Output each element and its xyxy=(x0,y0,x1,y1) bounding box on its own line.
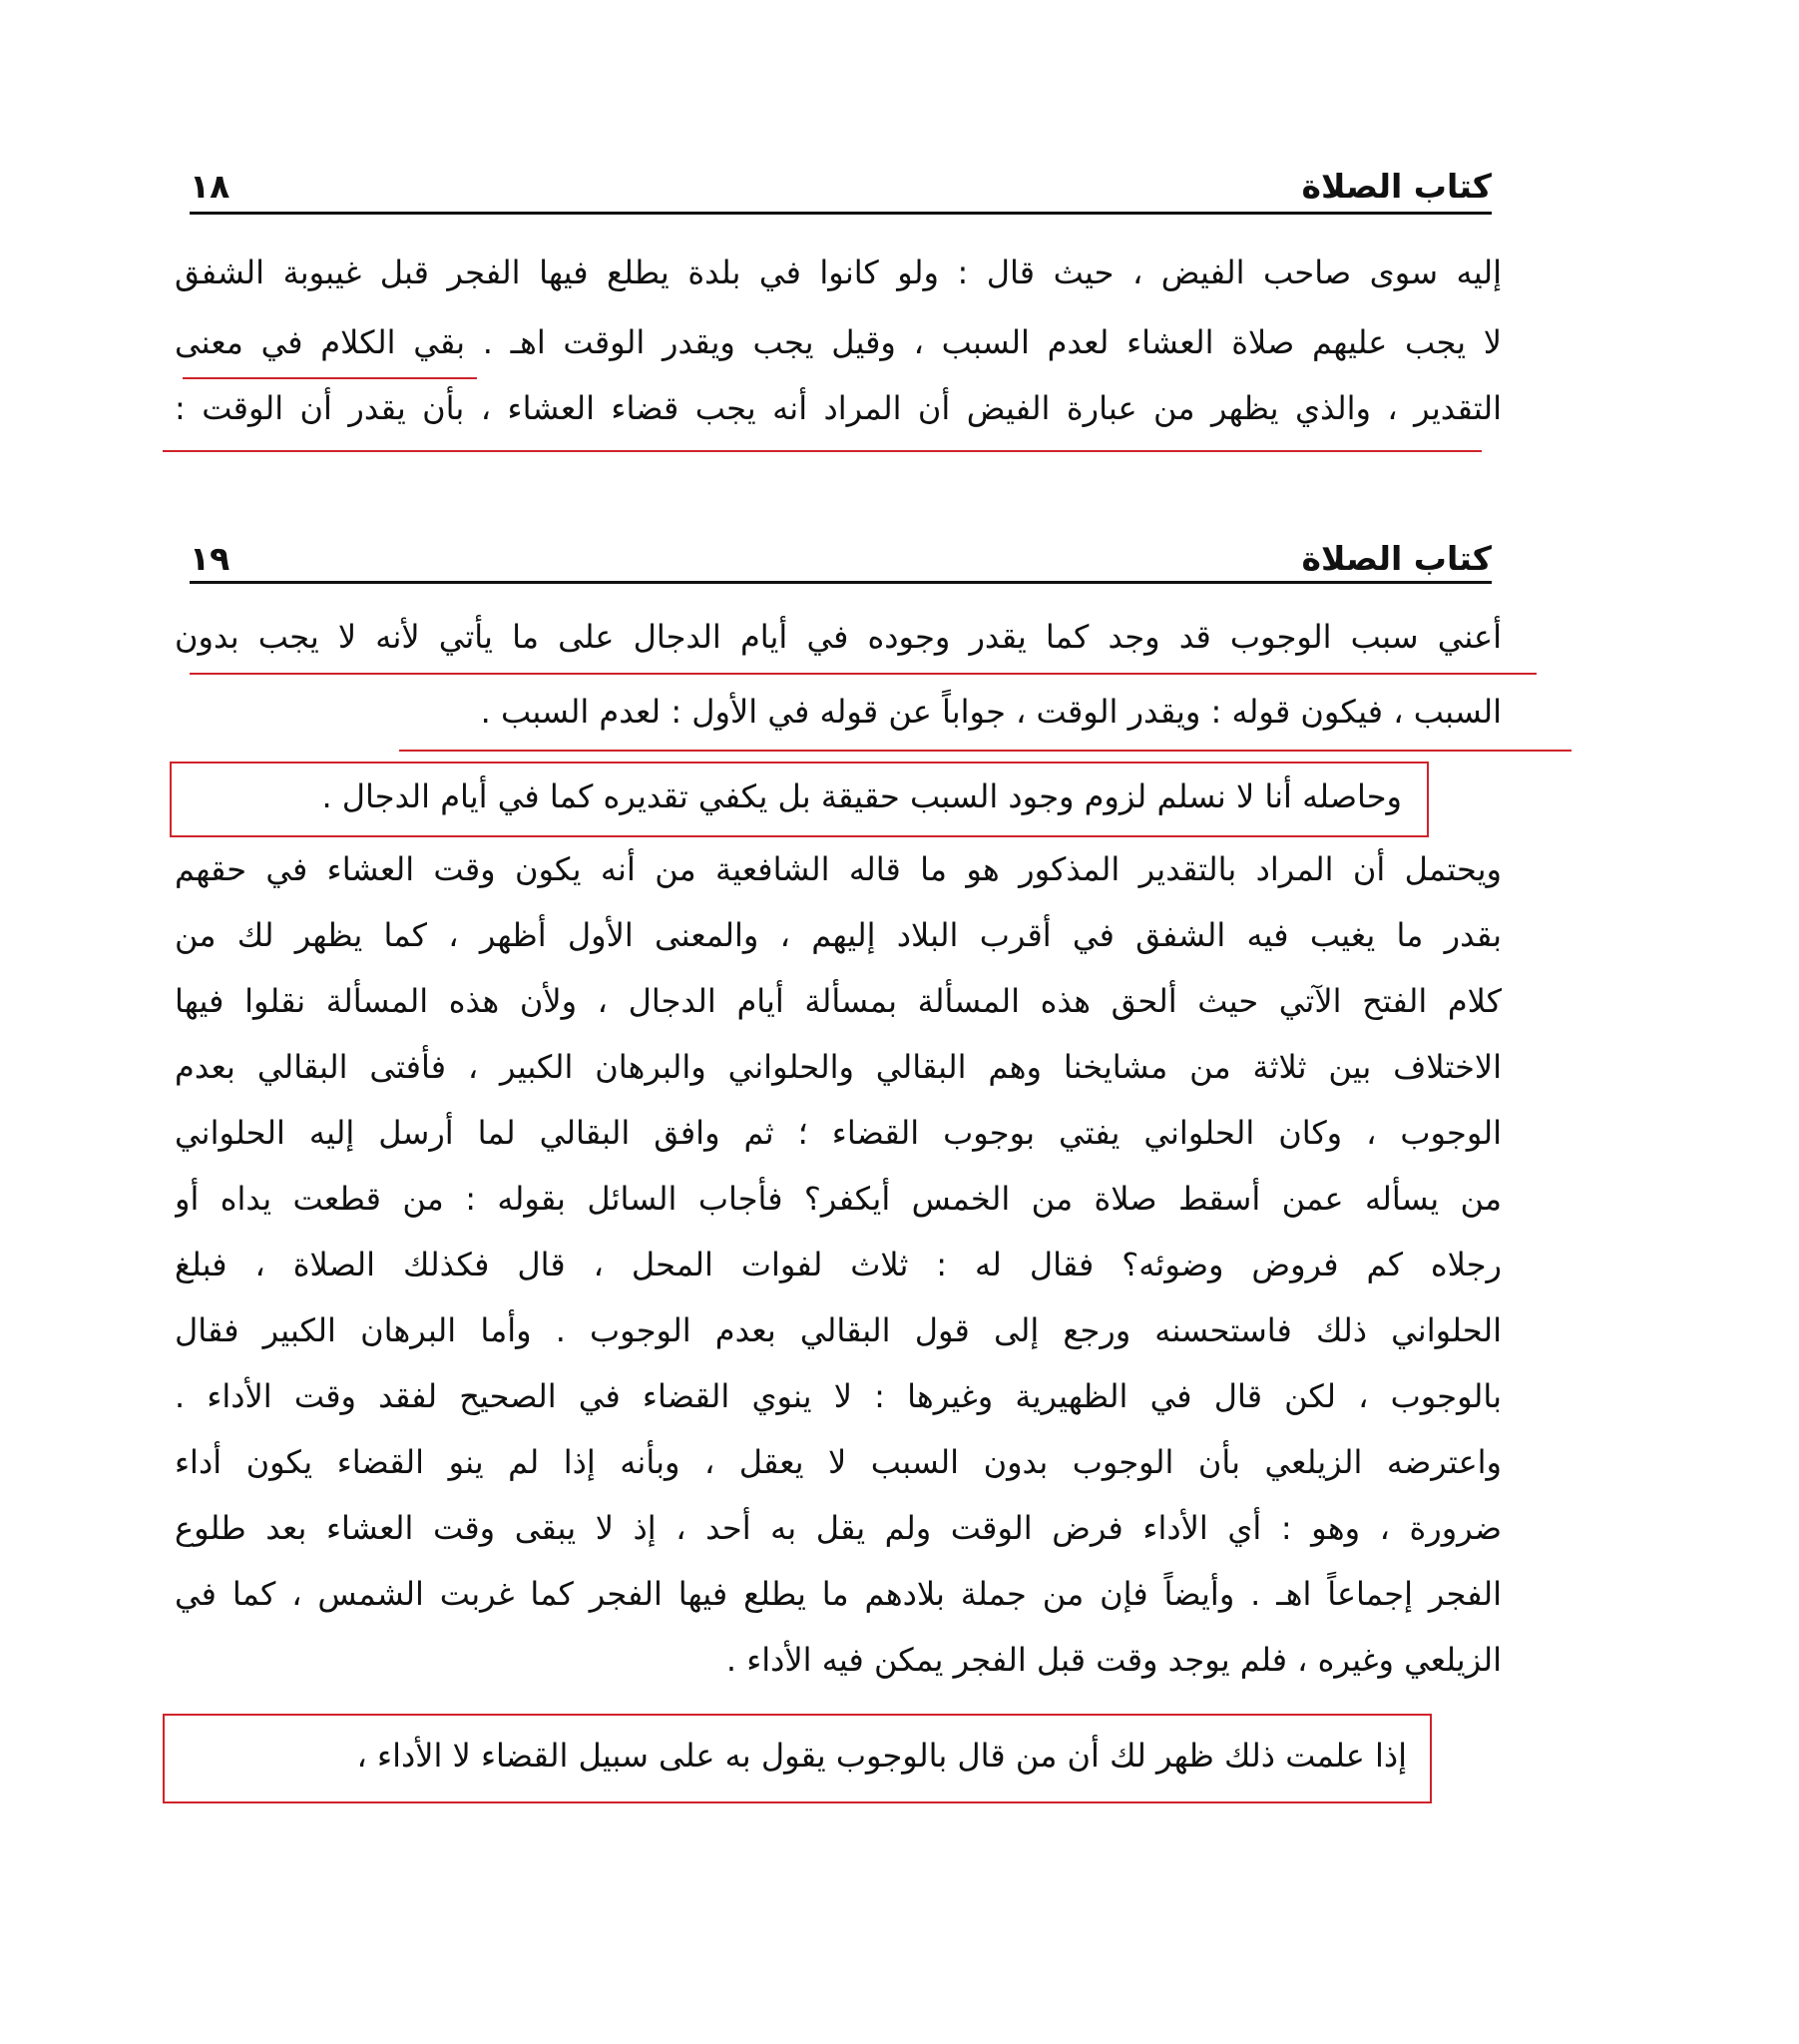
text-line: واعترضه الزيلعي بأن الوجوب بدون السبب لا يعقل ، وبأنه إذا لم ينو القضاء يكون أداء xyxy=(175,1443,1502,1481)
page-19-header xyxy=(190,522,1492,578)
text-line: الوجوب ، وكان الحلواني يفتي بوجوب القضاء ؛ ثم وافق البقالي لما أرسل إليه الحلواني xyxy=(175,1114,1502,1152)
text-line: لا يجب عليهم صلاة العشاء لعدم السبب ، وقيل يجب ويقدر الوقت اهـ . بقي الكلام في معنى xyxy=(175,323,1502,361)
text-line: بالوجوب ، لكن قال في الظهيرية وغيرها : لا ينوي القضاء في الصحيح لفقد وقت الأداء . xyxy=(175,1377,1502,1415)
text-line: ويحتمل أن المراد بالتقدير المذكور هو ما قاله الشافعية من أنه يكون وقت العشاء في حقهم xyxy=(175,850,1502,888)
red-underline xyxy=(183,377,477,379)
red-underline xyxy=(190,673,1537,675)
text-line: الاختلاف بين ثلاثة من مشايخنا وهم البقالي والحلواني والبرهان الكبير ، فأفتى البقالي بعدم xyxy=(175,1048,1502,1086)
text-line: إذا علمت ذلك ظهر لك أن من قال بالوجوب يقول به على سبيل القضاء لا الأداء ، xyxy=(356,1737,1407,1775)
page-18-header xyxy=(190,150,1492,206)
text-line: من يسأله عمن أسقط صلاة من الخمس أيكفر؟ فأجاب السائل بقوله : من قطعت يداه أو xyxy=(175,1180,1502,1218)
text-line: أعني سبب الوجوب قد وجد كما يقدر وجوده في أيام الدجال على ما يأتي لأنه لا يجب بدون xyxy=(175,618,1502,656)
header-rule xyxy=(190,581,1492,584)
running-title: كتاب الصلاة xyxy=(1301,167,1492,206)
red-underline xyxy=(163,450,1482,452)
text-line: الزيلعي وغيره ، فلم يوجد وقت قبل الفجر يمكن فيه الأداء . xyxy=(725,1641,1502,1679)
page-number: ١٩ xyxy=(190,539,230,578)
text-line: التقدير ، والذي يظهر من عبارة الفيض أن المراد أنه يجب قضاء العشاء ، بأن يقدر أن الوقت : xyxy=(175,389,1502,427)
text-line: كلام الفتح الآتي حيث ألحق هذه المسألة بمسألة أيام الدجال ، ولأن هذه المسألة نقلوا فيها xyxy=(175,982,1502,1020)
running-title: كتاب الصلاة xyxy=(1301,539,1492,578)
red-underline xyxy=(399,750,1572,752)
text-line: رجلاه كم فروض وضوئه؟ فقال له : ثلاث لفوات المحل ، قال فكذلك الصلاة ، فبلغ xyxy=(175,1246,1502,1283)
page-number: ١٨ xyxy=(190,167,230,206)
text-line: الفجر إجماعاً اهـ . وأيضاً فإن من جملة بلادهم ما يطلع فيها الفجر كما غربت الشمس ، كما في xyxy=(175,1575,1502,1613)
text-line: ضرورة ، وهو : أي الأداء فرض الوقت ولم يقل به أحد ، إذ لا يبقى وقت العشاء بعد طلوع xyxy=(175,1509,1502,1547)
text-line: الحلواني ذلك فاستحسنه ورجع إلى قول البقالي بعدم الوجوب . وأما البرهان الكبير فقال xyxy=(175,1311,1502,1349)
text-line: السبب ، فيكون قوله : ويقدر الوقت ، جواباً عن قوله في الأول : لعدم السبب . xyxy=(480,693,1502,731)
text-line: بقدر ما يغيب فيه الشفق في أقرب البلاد إليهم ، والمعنى الأول أظهر ، كما يظهر لك من xyxy=(175,916,1502,954)
header-rule xyxy=(190,212,1492,215)
text-line: وحاصله أنا لا نسلم لزوم وجود السبب حقيقة بل يكفي تقديره كما في أيام الدجال . xyxy=(321,777,1402,815)
text-line: إليه سوى صاحب الفيض ، حيث قال : ولو كانوا في بلدة يطلع فيها الفجر قبل غيبوبة الشفق xyxy=(175,254,1502,291)
